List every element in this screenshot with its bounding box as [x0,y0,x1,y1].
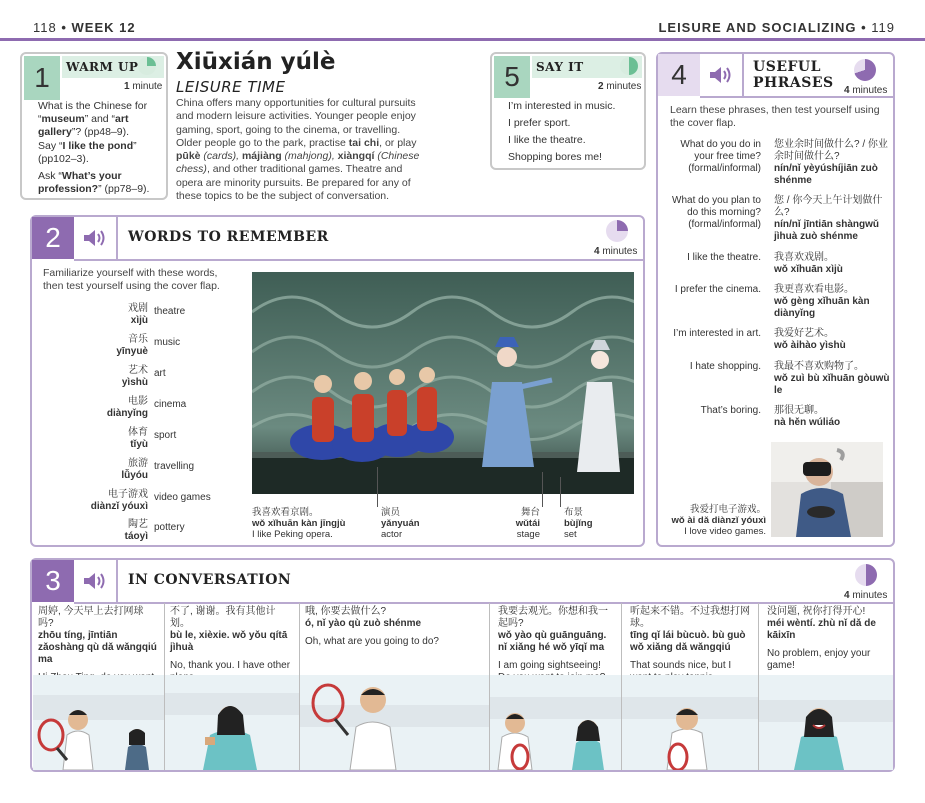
words-divider [116,217,118,259]
caption-leader [560,477,561,507]
phrases-card: 4 USEFUL PHRASES 4 minutes Learn these phrases, then test yourself using the cover flap. What do you do in your free time? (formal/informal) 您业余时间做什么? / 你业余时间做什么? nín/nǐ yèyúshíjiān zuò shénme What do you plan to do this morning? (formal/informal) 您 / 你今天上午计划做什么? nín/nǐ jīntiān shàngwǔ jìhuà zuò shénme I like the theatre. 我喜欢戏剧。 wǒ xǐhuān xìjù I prefer the cinema. 我更喜欢看电影。 wǒ gèng xǐhuān kàn diànyǐng I’m interested in art. 我爱好艺术。 wǒ àihào yìshù I hate shopping. 我最不喜欢购物了。 wǒ zuì bù xǐhuān gòuwù le That’s boring. 那很无聊。 nà hěn wúliáo 我爱打电子游戏。 wǒ ài dǎ diànzǐ yóuxì I love video games. [656,52,895,547]
words-minutes: 4 minutes [594,246,638,257]
photo-caption: 舞台 wǔtái stage [515,507,540,540]
photo-caption: 布景 bùjǐng set [564,507,593,540]
photo-caption: 我喜欢看京剧。 wǒ xǐhuān kàn jīngjù I like Peking opera. [252,507,346,540]
speech-bubble: 听起来不错。不过我想打网球。 tīng qǐ lái bùcuò. bù guò wǒ xiǎng dǎ wǎngqiú That sounds nice, but I [630,606,750,671]
caption-leader [377,467,378,507]
words-header-rule [74,259,643,261]
page-number-left: 118 [33,20,57,35]
speech-bubble: 哦, 你要去做什么? ó, nǐ yào qù zuò shénme Oh, what are you going to do? [305,606,439,647]
comic-panel [33,603,165,770]
running-header-left: 118 • WEEK 12 [33,20,136,35]
header-rule [0,38,925,41]
speaker-icon[interactable] [708,64,734,86]
speaker-icon[interactable] [82,570,108,592]
sayit-card [490,52,646,170]
speech-bubble: 不了, 谢谢。我有其他计划。 bù le, xièxie. wǒ yǒu qítā jìhuà No, thank you. I have other [170,606,291,671]
comic-illustration [622,675,759,770]
warmup-question-2: Say “I like the pond” (pp102–3). [38,140,137,165]
video-game-photo [771,442,883,537]
conversation-number: 3 [32,560,74,602]
comic-panel [490,603,622,770]
comic-illustration [300,675,490,770]
speech-bubble: 没问题, 祝你打得开心! méi wèntí. zhù nǐ dǎ de kāixīn No problem, enjoy your game! [767,606,876,671]
sayit-number: 5 [494,56,530,98]
photo-caption: 我爱打电子游戏。 wǒ ài dǎ diànzǐ yóuxì I love video games. [671,504,766,537]
warmup-title: WARM UP [66,60,139,74]
comic-panel [300,603,490,770]
chapter-title: LEISURE AND SOCIALIZING [658,20,857,35]
conversation-minutes: 4 minutes [844,590,888,601]
conversation-clock-icon [855,564,877,586]
comic-illustration [33,675,165,770]
week-label: WEEK 12 [71,20,136,35]
phrases-title: USEFUL PHRASES [753,59,834,91]
words-title: WORDS TO REMEMBER [128,229,329,245]
comic-illustration [759,675,893,770]
intro-subtitle: LEISURE TIME [176,78,286,96]
conversation-divider [116,560,118,602]
intro-paragraph: China offers many opportunities for cultural pursuits and modern leisure activities. Younger people enjoy gaming, sport, going to the cinema, or travelling. Older people go to the park, practise tai chi, or play pūkè (cards), májiàng (mahjong), xiàngqí (Chinese chess), and other traditional games. Theatre and opera are minority pursuits. Be prepared for any of these topics to be the subject of conversation. [176,97,420,203]
phrases-clock-icon [854,59,876,81]
warmup-number: 1 [24,56,60,100]
warmup-question-1: What is the Chinese for “museum” and “art gallery”? (pp48–9). [38,100,148,138]
phrases-minutes: 4 minutes [844,85,888,96]
sayit-clock-icon [620,57,638,75]
peking-opera-photo [252,272,634,494]
warmup-clock-icon [138,57,156,75]
phrases-header-rule [700,96,893,98]
intro-title: Xiūxián yúlè [176,49,336,75]
page-number-right: 119 [871,20,895,35]
sayit-line: I like the theatre. [508,134,586,146]
warmup-minutes: 1 minute [124,81,163,92]
conversation-title: IN CONVERSATION [128,572,292,588]
phrases-divider [742,54,744,96]
comic-illustration [490,675,622,770]
photo-caption: 演员 yǎnyuán actor [381,507,420,540]
speech-bubble: 周婷, 今天早上去打网球吗? zhōu tíng, jīntiān zǎoshàng qù dǎ wǎngqiú ma [38,606,157,665]
comic-panel [759,603,893,770]
warmup-card [20,52,168,200]
sayit-line: I prefer sport. [508,117,571,129]
phrases-intro: Learn these phrases, then test yourself using the cover flap. [670,104,880,129]
caption-leader [542,472,543,507]
comic-panel [622,603,759,770]
words-card: 2 WORDS TO REMEMBER 4 minutes Familiarize yourself with these words, then test yourself using the cover flap. 戏剧 xìjù theatre 音乐 yīnyuè music 艺术 yìshù art 电影 diànyǐng cinema 体育 tǐyù sport 旅游 lǚyóu travelling 电子游戏 diànzǐ yóuxì video games 陶艺 táoyì pottery 我喜欢看京剧。 wǒ xǐhuān kàn jīngjù I like Peking opera. 演员 yǎnyuán actor 舞台 wǔtái stage 布景 bùjǐng set [30,215,645,547]
sayit-line: I’m interested in music. [508,100,616,112]
comic-panel [165,603,300,770]
phrases-number: 4 [658,54,700,96]
speaker-icon[interactable] [82,227,108,249]
sayit-title: SAY IT [536,60,584,74]
running-header-right: LEISURE AND SOCIALIZING • 119 [658,20,895,35]
warmup-question-3: Ask “What’s your profession?” (pp78–9). [38,170,150,195]
sayit-line: Shopping bores me! [508,151,602,163]
comic-illustration [165,675,300,770]
sayit-minutes: 2 minutes [598,81,642,92]
words-intro: Familiarize yourself with these words, then test yourself using the cover flap. [43,267,220,292]
words-number: 2 [32,217,74,259]
speech-bubble: 我要去观光。你想和我一起吗? wǒ yào qù guānguāng. nǐ xiǎng hé wǒ yīqǐ ma I am going sightseeing! [498,606,608,671]
words-clock-icon [606,220,628,242]
